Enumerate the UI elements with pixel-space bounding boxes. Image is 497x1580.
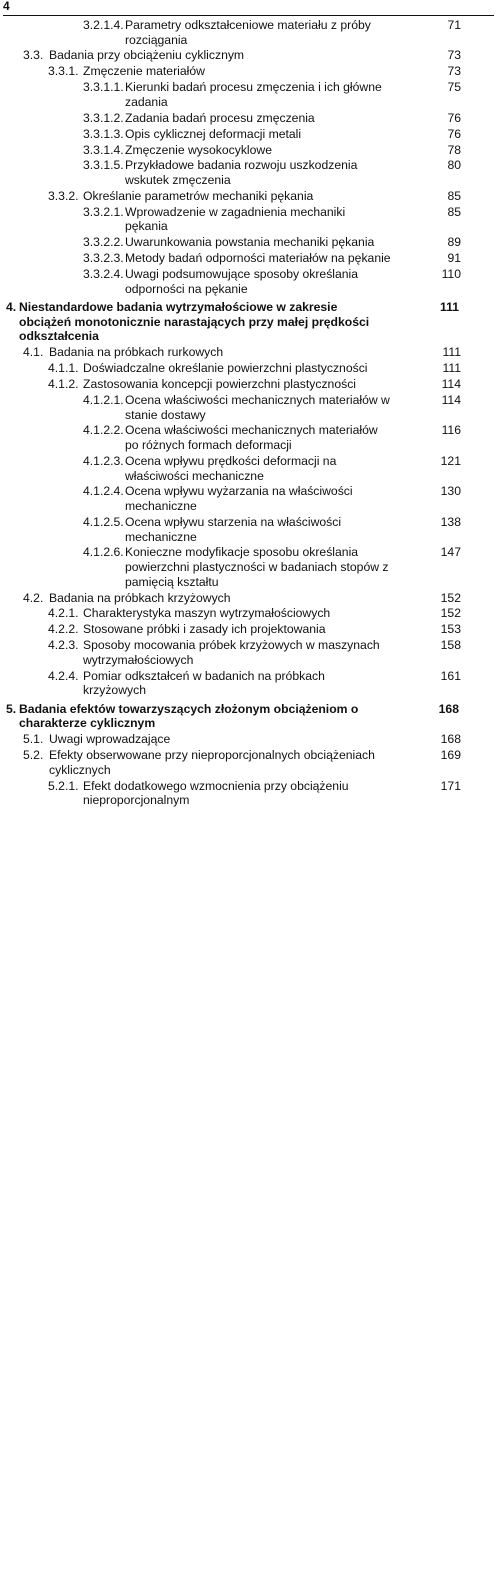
toc-entry-page: 152 [440, 606, 461, 621]
toc-entry[interactable] [0, 80, 497, 109]
toc-entry-number: 3.3.1.2. [83, 110, 124, 125]
toc-entry-title: Kierunki badań procesu zmęczenia i ich główne zadania [125, 80, 382, 109]
toc-entry-page: 71 [447, 18, 461, 32]
toc-entry-page: 168 [438, 701, 459, 716]
toc-entry-title: Sposoby mocowania próbek krzyżowych w maszynach wytrzymałościowych [83, 638, 380, 667]
toc-entry[interactable] [0, 393, 497, 422]
toc-entry-number: 3.3.1.5. [83, 158, 124, 173]
toc-entry-title: Pomiar odkształceń w badanich na próbkach krzyżowych [83, 668, 325, 698]
header-rule [3, 15, 494, 16]
toc-entry[interactable] [0, 606, 497, 621]
toc-entry[interactable] [0, 622, 497, 637]
toc-entry-title: Niestandardowe badania wytrzymałościowe w zakresie obciążeń monotonicznie narastających przy małej prędkości odkształcenia [19, 300, 370, 344]
toc-entry-title: Uwagi wprowadzające [49, 732, 171, 747]
toc-entry-page: 130 [440, 484, 461, 499]
toc-entry-title: Zmęczenie materiałów [83, 64, 205, 79]
toc-entry-number: 3.3.2.1. [83, 204, 124, 219]
toc-entry[interactable] [0, 251, 497, 266]
toc-entry-page: 76 [447, 110, 461, 125]
toc-entry-number: 4.1.2. [48, 377, 79, 392]
toc-entry-title: Efekt dodatkowego wzmocnienia przy obciążeniu nieproporcjonalnym [83, 778, 349, 808]
toc-entry-number: 4.1.2.3. [83, 453, 124, 468]
toc-entry-title: Ocena wpływu prędkości deformacji na właściwości mechaniczne [125, 453, 337, 483]
toc-entry-title: Opis cyklicznej deformacji metali [125, 126, 302, 141]
toc-entry-page: 73 [447, 48, 461, 63]
toc-entry-title: Badania efektów towarzyszących złożonym obciążeniom o charakterze cyklicznym [19, 701, 359, 731]
toc-entry-page: 114 [441, 393, 461, 407]
toc-entry[interactable] [0, 111, 497, 126]
toc-entry-page: 85 [447, 188, 461, 203]
toc-entry-page: 111 [440, 300, 459, 315]
toc-entry-number: 4.1.1. [48, 361, 79, 376]
toc-entry-number: 3.2.1.4. [83, 18, 124, 32]
toc-entry[interactable] [0, 638, 497, 667]
toc-entry-number: 4.1.2.5. [83, 514, 124, 529]
toc-entry-title: Efekty obserwowane przy nieproporcjonalnych obciążeniach cyklicznych [49, 748, 375, 777]
toc-entry-title: Doświadczalne określanie powierzchni plastyczności [83, 361, 368, 376]
toc-entry-title: Konieczne modyfikacje sposobu określania powierzchni plastyczności w badaniach stopów z pamięcią kształtu [125, 545, 389, 589]
toc-entry-page: 169 [440, 748, 461, 763]
toc-entry[interactable] [0, 345, 497, 360]
toc-entry-page: 91 [447, 251, 461, 266]
toc-entry-title: Metody badań odporności materiałów na pękanie [125, 251, 391, 266]
toc-entry-number: 4.1.2.2. [83, 423, 124, 438]
toc-entry[interactable] [0, 377, 497, 392]
toc-entry-number: 3.3.1.4. [83, 142, 124, 157]
toc-entry-number: 3.3.2.2. [83, 235, 124, 250]
toc-entry-title: Określanie parametrów mechaniki pękania [83, 188, 314, 203]
toc-entry-number: 4.1. [23, 345, 44, 360]
toc-entry-page: 171 [440, 778, 461, 793]
toc-entry[interactable] [0, 235, 497, 250]
toc-entry-number: 4.2.1. [48, 606, 79, 621]
table-of-contents [0, 18, 497, 809]
toc-entry[interactable] [0, 300, 497, 344]
toc-entry-number: 4.2.2. [48, 622, 79, 637]
toc-entry[interactable] [0, 545, 497, 589]
toc-entry-page: 114 [441, 377, 461, 392]
toc-entry[interactable] [0, 189, 497, 204]
toc-entry-title: Ocena wpływu starzenia na właściwości mechaniczne [125, 514, 342, 544]
toc-entry-number: 3.3.2.4. [83, 267, 124, 282]
toc-entry[interactable] [0, 669, 497, 698]
toc-entry[interactable] [0, 779, 497, 808]
toc-entry-number: 3.3.1.3. [83, 126, 124, 141]
toc-entry-title: Ocena właściwości mechanicznych materiałów w stanie dostawy [125, 393, 390, 422]
toc-entry[interactable] [0, 732, 497, 747]
toc-entry-number: 3.3. [23, 48, 44, 63]
toc-entry-page: 111 [442, 345, 461, 360]
toc-entry-title: Charakterystyka maszyn wytrzymałościowych [83, 606, 331, 621]
toc-entry-number: 4.2.3. [48, 638, 79, 653]
toc-entry-title: Badania na próbkach krzyżowych [49, 590, 231, 605]
toc-entry-number: 4. [6, 300, 17, 315]
toc-entry-title: Zmęczenie wysokocyklowe [125, 142, 272, 157]
toc-entry[interactable] [0, 158, 497, 187]
toc-entry-number: 3.3.2. [48, 188, 79, 203]
toc-entry-title: Parametry odkształceniowe materiału z próby rozciągania [125, 18, 371, 47]
toc-entry-page: 121 [440, 453, 461, 468]
toc-entry-page: 147 [440, 545, 461, 560]
toc-entry[interactable] [0, 267, 497, 296]
toc-entry-page: 78 [447, 142, 461, 157]
toc-entry-title: Badania przy obciążeniu cyklicznym [49, 48, 245, 63]
toc-entry[interactable] [0, 143, 497, 158]
toc-entry-number: 3.3.1. [48, 64, 79, 79]
toc-entry[interactable] [0, 484, 497, 513]
toc-entry-number: 5. [6, 701, 17, 716]
toc-entry-title: Uwarunkowania powstania mechaniki pękania [125, 235, 375, 250]
toc-entry-page: 116 [441, 423, 461, 438]
toc-entry-number: 4.1.2.4. [83, 484, 124, 499]
toc-entry[interactable] [0, 454, 497, 483]
toc-entry-page: 75 [447, 80, 461, 95]
toc-entry-number: 4.2.4. [48, 668, 79, 683]
toc-entry-title: Zastosowania koncepcji powierzchni plastyczności [83, 377, 356, 392]
toc-entry[interactable] [0, 18, 497, 47]
toc-entry-number: 5.2. [23, 748, 44, 763]
page-number: 4 [3, 0, 10, 13]
toc-entry-page: 158 [440, 638, 461, 653]
toc-entry-page: 168 [440, 732, 461, 747]
toc-entry-page: 111 [442, 361, 461, 376]
toc-entry-page: 85 [447, 204, 461, 219]
toc-entry-page: 73 [447, 64, 461, 79]
toc-entry-number: 4.1.2.6. [83, 545, 124, 560]
toc-entry-title: Ocena właściwości mechanicznych materiałów po różnych formach deformacji [125, 423, 378, 453]
toc-entry-title: Uwagi podsumowujące sposoby określania odporności na pękanie [125, 267, 359, 296]
toc-entry-page: 161 [440, 668, 461, 683]
toc-entry-number: 5.2.1. [48, 778, 79, 793]
toc-entry[interactable] [0, 591, 497, 606]
toc-entry[interactable] [0, 127, 497, 142]
toc-entry-page: 138 [440, 514, 461, 529]
toc-entry-number: 5.1. [23, 732, 44, 747]
toc-entry-page: 152 [440, 590, 461, 605]
toc-entry-number: 3.3.1.1. [83, 80, 124, 95]
toc-entry[interactable] [0, 748, 497, 777]
toc-entry-page: 80 [447, 158, 461, 173]
toc-entry-title: Zadania badań procesu zmęczenia [125, 110, 315, 125]
toc-entry[interactable] [0, 48, 497, 63]
toc-entry-page: 89 [447, 235, 461, 250]
toc-entry-title: Stosowane próbki i zasady ich projektowania [83, 622, 326, 637]
toc-entry[interactable] [0, 361, 497, 376]
toc-entry-number: 3.3.2.3. [83, 251, 124, 266]
toc-entry[interactable] [0, 515, 497, 544]
toc-entry[interactable] [0, 702, 497, 731]
toc-entry-title: Wprowadzenie w zagadnienia mechaniki pękania [125, 204, 346, 234]
toc-entry-title: Badania na próbkach rurkowych [49, 345, 224, 360]
toc-entry[interactable] [0, 64, 497, 79]
toc-entry-title: Przykładowe badania rozwoju uszkodzenia wskutek zmęczenia [125, 158, 358, 188]
toc-entry-title: Ocena wpływu wyżarzania na właściwości mechaniczne [125, 484, 353, 514]
toc-entry-page: 153 [440, 622, 461, 637]
toc-entry-page: 110 [441, 267, 461, 282]
toc-entry-number: 4.1.2.1. [83, 393, 124, 407]
toc-entry-number: 4.2. [23, 590, 44, 605]
toc-entry[interactable] [0, 423, 497, 452]
toc-entry[interactable] [0, 205, 497, 234]
toc-entry-page: 76 [447, 126, 461, 141]
